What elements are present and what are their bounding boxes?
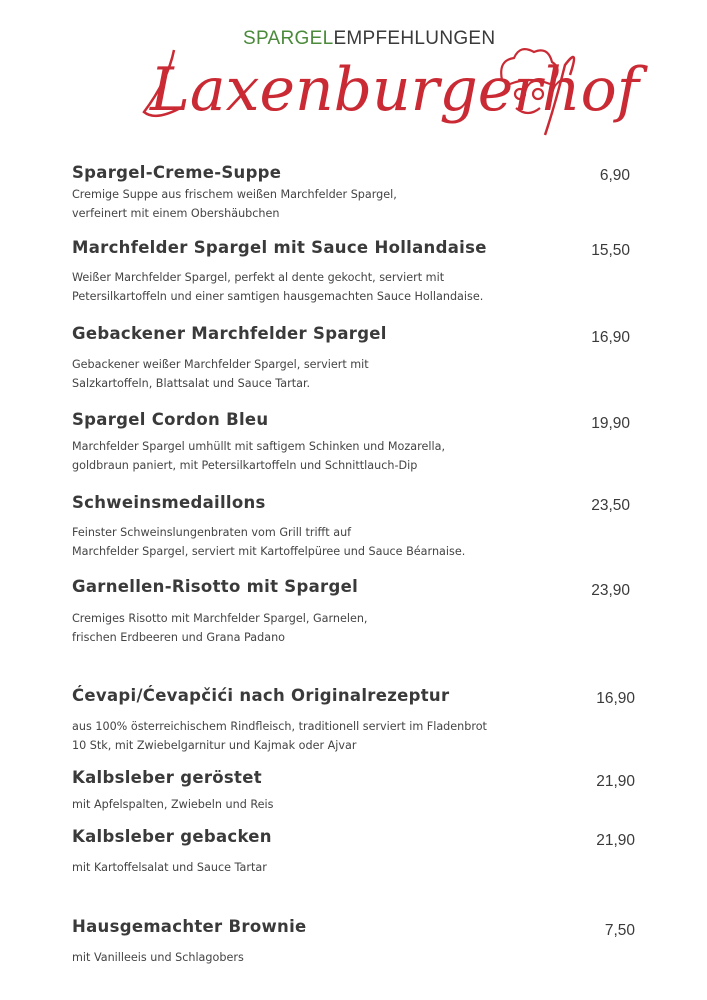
menu-item-name: Hausgemachter Brownie xyxy=(72,917,307,936)
menu-item-description: Gebackener weißer Marchfelder Spargel, serviert mit Salzkartoffeln, Blattsalat und Sauce Tartar. xyxy=(72,358,369,390)
kicker-dark: EMPFEHLUNGEN xyxy=(333,28,496,49)
menu-item-price: 19,90 xyxy=(591,415,630,432)
menu-item-name: Gebackener Marchfelder Spargel xyxy=(72,324,387,343)
logo-script-text: Laxenburgerhof xyxy=(150,55,639,125)
menu-item-description: Marchfelder Spargel umhüllt mit saftigem Schinken und Mozarella, goldbraun paniert, mit Petersilkartoffeln und Schnittlauch-Dip xyxy=(72,440,445,472)
menu-item xyxy=(72,686,642,752)
menu-item xyxy=(72,410,642,472)
menu-item xyxy=(72,324,642,390)
menu-item-description: mit Apfelspalten, Zwiebeln und Reis xyxy=(72,798,274,811)
menu-item-price: 21,90 xyxy=(596,832,635,849)
menu-item-description: Weißer Marchfelder Spargel, perfekt al dente gekocht, serviert mit Petersilkartoffeln und einer samtigen hausgemachten Sauce Hollandaise. xyxy=(72,271,484,303)
menu-item-price: 15,50 xyxy=(591,242,630,259)
menu-item-price: 6,90 xyxy=(599,167,630,184)
menu-item-price: 23,90 xyxy=(591,582,630,599)
menu-item xyxy=(72,827,642,874)
menu-item xyxy=(72,238,642,303)
menu-item-description: aus 100% österreichischem Rindfleisch, traditionell serviert im Fladenbrot 10 Stk, mit Zwiebelgarnitur und Kajmak oder Ajvar xyxy=(72,720,487,752)
menu-item-name: Marchfelder Spargel mit Sauce Hollandaise xyxy=(72,238,487,257)
menu-item-price: 23,50 xyxy=(591,497,630,514)
menu-item-name: Spargel-Creme-Suppe xyxy=(72,163,282,182)
menu-item-description: mit Kartoffelsalat und Sauce Tartar xyxy=(72,861,267,874)
menu-item-price: 16,90 xyxy=(596,690,635,707)
kicker-green: SPARGEL xyxy=(243,28,334,49)
menu-item xyxy=(72,917,642,964)
menu-item-description: Cremiges Risotto mit Marchfelder Spargel, Garnelen, frischen Erdbeeren und Grana Padano xyxy=(72,612,368,644)
menu-item-name: Garnellen-Risotto mit Spargel xyxy=(72,577,359,596)
menu-item-name: Spargel Cordon Bleu xyxy=(72,410,269,429)
menu-item-description: Cremige Suppe aus frischem weißen Marchfelder Spargel, verfeinert mit einem Obershäubchen xyxy=(72,188,397,220)
menu-item-price: 16,90 xyxy=(591,329,630,346)
menu-item-price: 21,90 xyxy=(596,773,635,790)
menu-item-description: Feinster Schweinslungenbraten vom Grill trifft auf Marchfelder Spargel, serviert mit Kartoffelpüree und Sauce Béarnaise. xyxy=(72,526,466,558)
menu-item xyxy=(72,577,642,644)
menu-item-name: Kalbsleber geröstet xyxy=(72,768,262,787)
menu-item-name: Kalbsleber gebacken xyxy=(72,827,272,846)
menu-item-price: 7,50 xyxy=(604,922,635,939)
menu-item-name: Schweinsmedaillons xyxy=(72,493,266,512)
menu-item-description: mit Vanilleeis und Schlagobers xyxy=(72,951,244,964)
menu-item-name: Ćevapi/Ćevapčići nach Originalrezeptur xyxy=(72,686,450,705)
menu-item xyxy=(72,493,642,558)
menu-item xyxy=(72,163,642,220)
header xyxy=(0,0,707,150)
menu-item xyxy=(72,768,642,811)
restaurant-logo xyxy=(140,20,639,145)
